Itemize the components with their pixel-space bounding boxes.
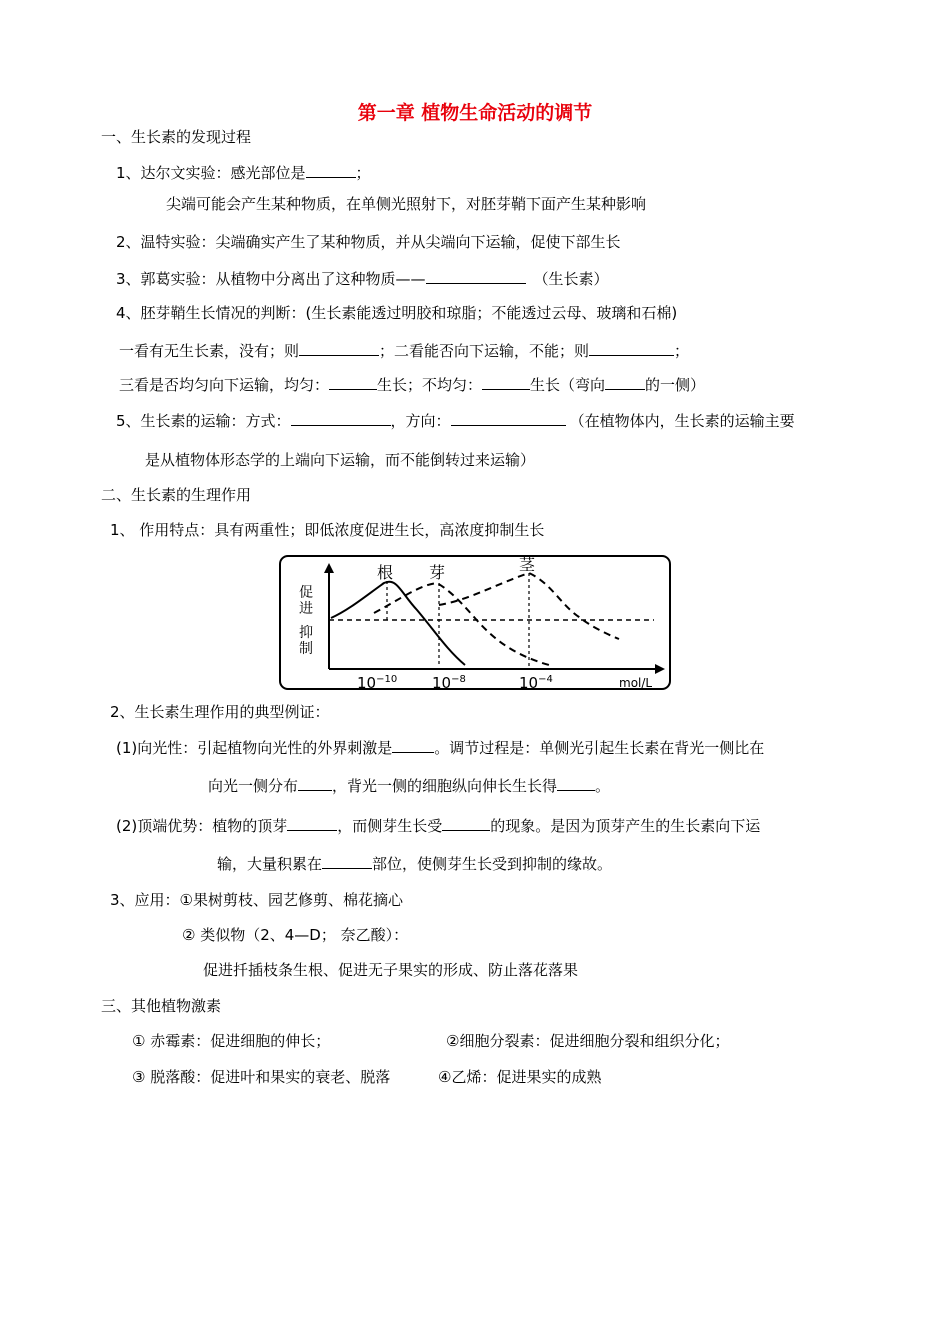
unit-label: mol/L: [619, 676, 653, 690]
auxin-chart: [279, 555, 671, 690]
item1-text: 1、达尔文实验：感光部位是: [116, 164, 306, 182]
p2a-5: 。: [595, 777, 611, 795]
section3-heading: 三、其他植物激素: [101, 997, 222, 1015]
item4: 4、胚芽鞘生长情况的判断：(生长素能透过明胶和琼脂；不能透过云母、玻璃和石棉): [116, 304, 678, 322]
item5-line: [116, 410, 795, 431]
point1: 1、 作用特点：具有两重性；即低浓度促进生长，高浓度抑制生长: [110, 521, 545, 539]
p2b-1: (2)顶端优势：植物的顶芽: [116, 817, 288, 835]
blank-4[interactable]: [589, 340, 674, 356]
p2a-line: [116, 737, 764, 758]
look1-line: [119, 340, 689, 361]
item1-detail: 尖端可能会产生某种物质，在单侧光照射下，对胚芽鞘下面产生某种影响: [166, 195, 647, 213]
p2a-4: ，背光一侧的细胞纵向伸长生长得: [332, 777, 558, 795]
section2-heading: 二、生长素的生理作用: [101, 486, 252, 504]
item3-end: （生长素）: [533, 270, 609, 288]
point3: 3、应用：①果树剪枝、园艺修剪、棉花摘心: [110, 891, 403, 909]
p2b-cont: [217, 853, 612, 874]
item5-a: 5、生长素的运输：方式：: [116, 412, 291, 430]
hormone-ethylene: ④乙烯：促进果实的成熟: [438, 1068, 602, 1086]
hormone-cytokinin: ②细胞分裂素：促进细胞分裂和组织分化；: [446, 1032, 730, 1050]
blank-8[interactable]: [291, 410, 391, 426]
look1-c: ；: [674, 342, 690, 360]
p2b-3: 的现象。是因为顶芽产生的生长素向下运: [490, 817, 761, 835]
x-tick-3: $10^{-4}$: [519, 674, 553, 692]
point3c: 促进扦插枝条生根、促进无子果实的形成、防止落花落果: [203, 961, 579, 979]
item1-end: ；: [355, 164, 371, 182]
item5-b: ，方向：: [390, 412, 451, 430]
hormone-gibberellin: ① 赤霉素：促进细胞的伸长；: [132, 1032, 331, 1050]
item2: 2、温特实验：尖端确实产生了某种物质，并从尖端向下运输，促使下部生长: [116, 233, 621, 251]
item5-c: （在植物体内，生长素的运输主要: [569, 412, 795, 430]
blank-15[interactable]: [322, 853, 372, 869]
inhibit-label: 抑制: [299, 625, 313, 657]
look3-line: [119, 374, 705, 395]
blank-12[interactable]: [557, 775, 595, 791]
blank-5[interactable]: [329, 374, 377, 390]
look3-a: 三看是否均匀向下运输，均匀：: [119, 376, 330, 394]
point2: 2、生长素生理作用的典型例证：: [110, 703, 330, 721]
page-title: 第一章 植物生命活动的调节: [357, 102, 593, 124]
blank-1[interactable]: [306, 162, 356, 178]
stem-label: 茎: [519, 555, 536, 574]
promote-label: 促进: [299, 585, 313, 617]
look1-b: ；二看能否向下运输，不能；则: [379, 342, 590, 360]
p2b-2: ，而侧芽生长受: [337, 817, 443, 835]
p2b-4: 输，大量积累在: [217, 855, 323, 873]
p2a-3: 向光一侧分布: [208, 777, 299, 795]
blank-7[interactable]: [605, 374, 645, 390]
section1-heading: 一、生长素的发现过程: [101, 128, 252, 146]
look3-b: 生长；不均匀：: [377, 376, 483, 394]
p2a-1: (1)向光性：引起植物向光性的外界刺激是: [116, 739, 393, 757]
p2a-cont: [208, 775, 610, 796]
look3-d: 的一侧）: [645, 376, 706, 394]
look3-c: 生长（弯向: [530, 376, 606, 394]
auxin-concentration-figure: [279, 555, 671, 690]
x-tick-1: $10^{-10}$: [357, 674, 398, 692]
blank-9[interactable]: [451, 410, 566, 426]
p2b-line: [116, 815, 760, 836]
blank-10[interactable]: [392, 737, 434, 753]
blank-13[interactable]: [287, 815, 337, 831]
look1-a: 一看有无生长素，没有；则: [119, 342, 300, 360]
item3-text: 3、郭葛实验：从植物中分离出了这种物质——: [116, 270, 426, 288]
blank-2[interactable]: [426, 268, 526, 284]
item5-cont: 是从植物体形态学的上端向下运输，而不能倒转过来运输）: [145, 451, 536, 469]
blank-6[interactable]: [482, 374, 530, 390]
blank-3[interactable]: [299, 340, 379, 356]
root-label: 根: [377, 563, 394, 582]
bud-label: 芽: [429, 563, 446, 582]
x-tick-2: $10^{-8}$: [432, 674, 466, 692]
hormone-abscisic-acid: ③ 脱落酸：促进叶和果实的衰老、脱落: [132, 1068, 391, 1086]
item1-line: [116, 162, 371, 183]
item3-line: [116, 268, 609, 289]
p2a-2: 。调节过程是：单侧光引起生长素在背光一侧比在: [434, 739, 765, 757]
p2b-5: 部位，使侧芽生长受到抑制的缘故。: [372, 855, 613, 873]
blank-11[interactable]: [298, 775, 332, 791]
point3b: ② 类似物（2、4—D； 奈乙酸）：: [182, 926, 409, 944]
blank-14[interactable]: [442, 815, 490, 831]
